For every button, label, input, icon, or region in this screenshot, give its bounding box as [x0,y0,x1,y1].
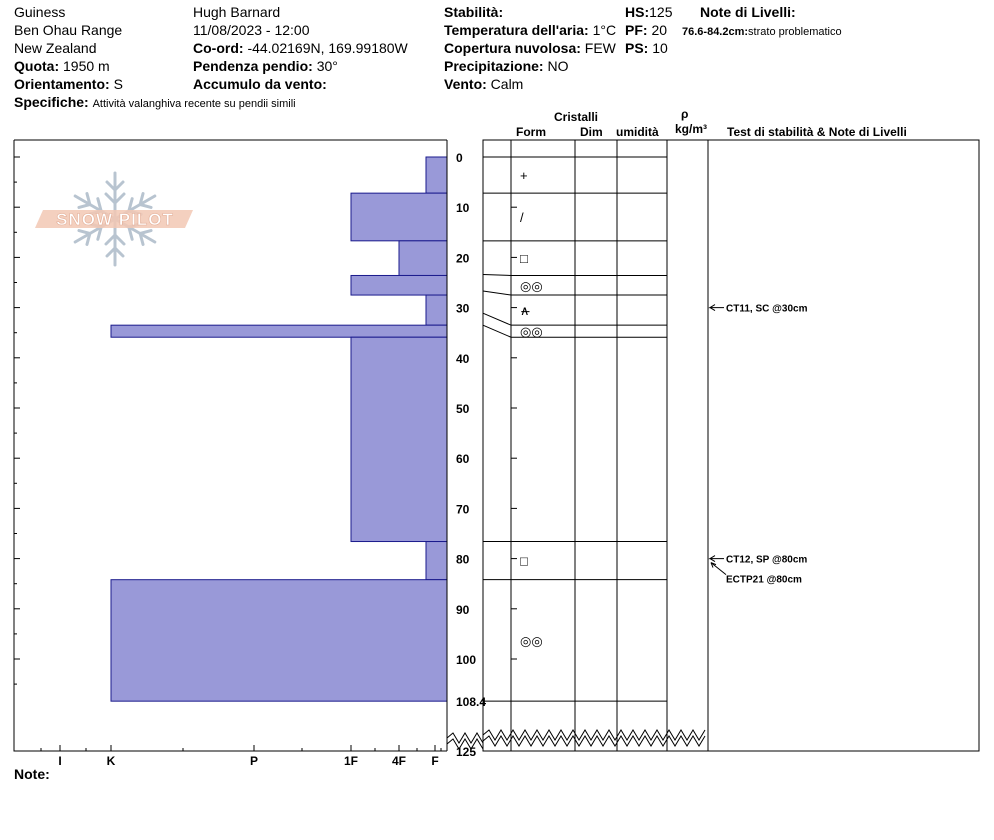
hardness-bar-8 [426,542,447,580]
size-header: Dim [580,125,603,139]
layer-note-text: strato problematico [748,26,842,38]
aspect-value: S [113,76,123,92]
ground-label: 108.4 [456,695,487,710]
pf-label: PF: [625,22,648,38]
hardness-bar-6 [111,325,447,337]
hardness-label-i: I [58,754,62,768]
depth-label-0: 0 [456,151,463,165]
hardness-bars [111,157,447,701]
hardness-bar-7 [351,337,447,541]
coord-label: Co-ord: [193,40,244,56]
grain-form-4: ◎◎ [520,278,543,294]
rho-header: ρ [681,107,689,121]
hardness-bar-5 [426,295,447,325]
tests-header: Test di stabilità & Note di Livelli [727,125,907,139]
wind-value: Calm [490,76,524,92]
depth-label-70: 70 [456,502,470,517]
specifics-value: Attività valanghiva recente su pendii simili [92,98,296,110]
depth-label-80: 80 [456,552,470,567]
slope-label: Pendenza pendio: [193,58,313,74]
moisture-header: umidità [616,125,659,139]
depth-label-50: 50 [456,402,470,416]
observer: Hugh Barnard [193,4,281,20]
depth-label-60: 60 [456,452,470,467]
depth-label-90: 90 [456,602,470,617]
elevation-label: Quota: [14,58,60,74]
precip-label: Precipitazione: [444,58,544,74]
grain-form-2: / [520,209,524,225]
total-depth-label: 125 [456,745,477,759]
hs-label: HS: [625,4,650,20]
hardness-label-4f: 4F [391,754,407,768]
hs-value: 125 [649,4,673,20]
density-unit-header: kg/m³ [675,122,708,136]
cloud-label: Copertura nuvolosa: [444,40,581,56]
hardness-bar-2 [351,193,447,241]
depth-label-100: 100 [456,653,477,667]
snowpilot-logo [35,173,193,265]
grain-form-9: ◎◎ [520,633,543,649]
test-label-2: CT12, SP @80cm [726,554,808,566]
wind-loading-label: Accumulo da vento: [193,76,327,92]
precip-value: NO [547,58,569,74]
depth-label-20: 20 [456,251,470,266]
specifics-label: Specifiche: [14,94,89,110]
layer-notes-title: Note di Livelli: [700,4,796,20]
crystal-table-frame [483,140,979,751]
pf-value: 20 [651,22,668,38]
hardness-label-p: P [249,754,259,768]
ps-label: PS: [625,40,649,56]
test-label-3: ECTP21 @80cm [726,574,802,586]
layer-note-range: 76.6-84.2cm: [682,26,749,38]
hardness-label-k: K [106,754,116,768]
elevation-value: 1950 m [63,58,110,74]
hardness-bar-1 [426,157,447,193]
datetime: 11/08/2023 - 12:00 [193,22,310,38]
stability-tests [710,304,808,586]
depth-label-30: 30 [456,301,470,316]
hardness-label-1f: 1F [343,754,359,768]
break-zigzag-right-1 [483,730,705,740]
test-arrow-3 [711,563,726,575]
slope-value: 30° [316,58,338,74]
hardness-bar-9 [111,580,447,701]
depth-label-10: 10 [456,201,470,216]
air-temp-value: 1°C [592,22,617,38]
aspect-label: Orientamento: [14,76,110,92]
site-country: New Zealand [14,40,97,56]
cloud-value: FEW [584,40,616,56]
break-zigzag-right-2 [483,736,705,746]
form-header: Form [516,125,546,139]
test-arrow-2 [710,556,724,562]
depth-label-40: 40 [456,351,470,366]
test-arrow-1 [710,305,724,311]
hardness-bar-3 [399,241,447,276]
break-zigzag-left-1 [447,733,483,743]
test-label-1: CT11, SC @30cm [726,303,808,315]
coord-value: -44.02169N, 169.99180W [247,40,408,56]
grain-form-8: □ [520,553,528,569]
site-location: Guiness [14,4,66,20]
grain-form-3: □ [520,251,528,267]
grain-form-1: + [520,168,528,184]
notes-label: Note: [14,766,50,782]
site-range: Ben Ohau Range [14,22,123,38]
hardness-label-f: F [431,754,439,768]
ps-value: 10 [652,40,668,56]
grain-form-5: ∧̶ [520,303,530,319]
logo-text: SNOW PILOT [56,210,174,229]
wind-label: Vento: [444,76,487,92]
crystals-header: Cristalli [554,110,599,124]
air-temp-label: Temperatura dell'aria: [444,22,589,38]
stability-label: Stabilità: [444,4,504,20]
grain-form-6: ◎◎ [520,324,543,340]
hardness-bar-4 [351,275,447,295]
